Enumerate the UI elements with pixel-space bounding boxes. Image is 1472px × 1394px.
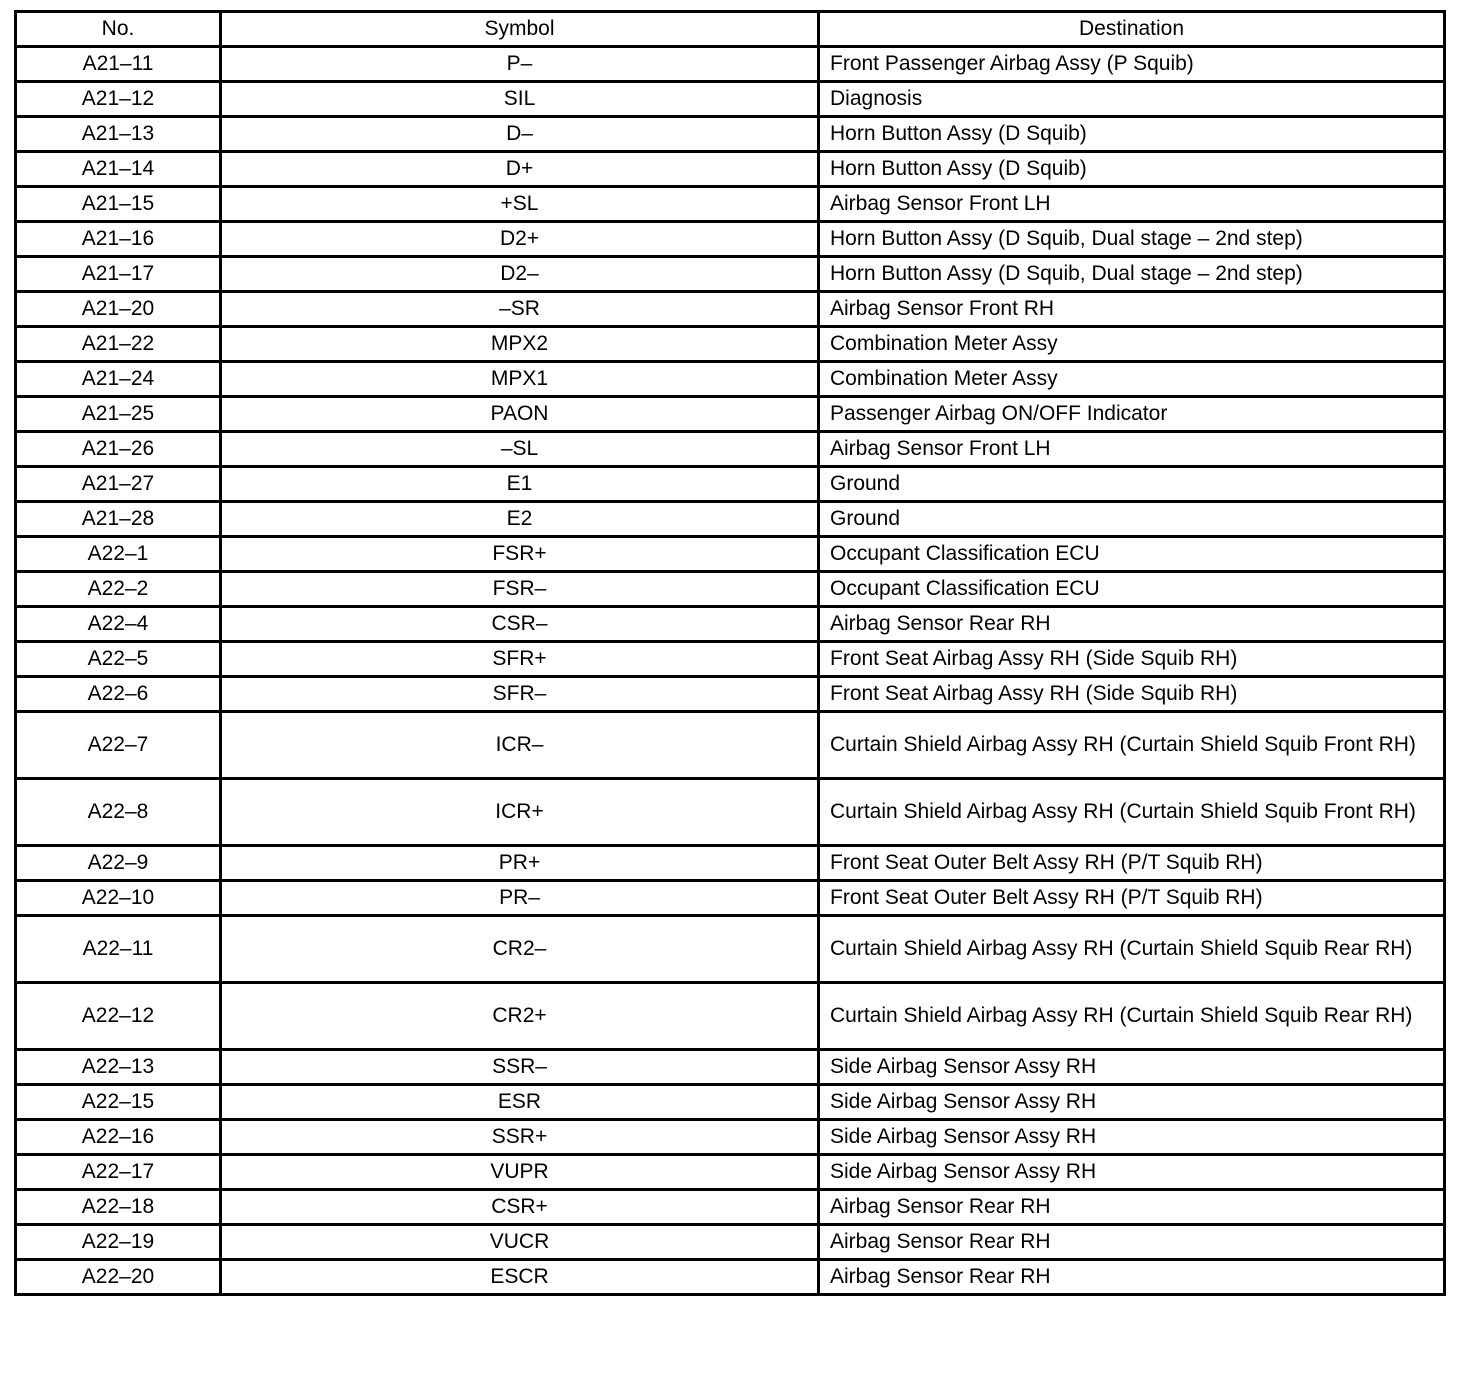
- table-row: [16, 117, 1445, 152]
- cell-symbol: MPX2: [221, 327, 819, 362]
- cell-no: A22–8: [16, 779, 221, 846]
- table-row: [16, 222, 1445, 257]
- header-destination: Destination: [819, 12, 1445, 47]
- cell-no: A22–20: [16, 1260, 221, 1295]
- cell-destination: Curtain Shield Airbag Assy RH (Curtain Shield Squib Rear RH): [819, 916, 1445, 983]
- cell-no: A21–11: [16, 47, 221, 82]
- cell-destination: Ground: [819, 467, 1445, 502]
- table-row: [16, 1260, 1445, 1295]
- cell-no: A22–5: [16, 642, 221, 677]
- cell-destination: Front Passenger Airbag Assy (P Squib): [819, 47, 1445, 82]
- cell-destination: Curtain Shield Airbag Assy RH (Curtain Shield Squib Front RH): [819, 779, 1445, 846]
- cell-no: A22–9: [16, 846, 221, 881]
- cell-symbol: CSR+: [221, 1190, 819, 1225]
- table-row: [16, 1190, 1445, 1225]
- cell-destination: Front Seat Airbag Assy RH (Side Squib RH): [819, 642, 1445, 677]
- table-row: [16, 502, 1445, 537]
- cell-symbol: MPX1: [221, 362, 819, 397]
- cell-no: A21–20: [16, 292, 221, 327]
- table-row: [16, 397, 1445, 432]
- cell-destination: Curtain Shield Airbag Assy RH (Curtain Shield Squib Rear RH): [819, 983, 1445, 1050]
- cell-no: A21–25: [16, 397, 221, 432]
- cell-symbol: +SL: [221, 187, 819, 222]
- cell-destination: Front Seat Airbag Assy RH (Side Squib RH): [819, 677, 1445, 712]
- cell-destination: Side Airbag Sensor Assy RH: [819, 1155, 1445, 1190]
- cell-symbol: PAON: [221, 397, 819, 432]
- cell-no: A22–13: [16, 1050, 221, 1085]
- cell-destination: Airbag Sensor Rear RH: [819, 1260, 1445, 1295]
- cell-no: A22–11: [16, 916, 221, 983]
- table-row: [16, 1085, 1445, 1120]
- cell-destination: Airbag Sensor Front LH: [819, 187, 1445, 222]
- table-row: [16, 881, 1445, 916]
- cell-no: A21–26: [16, 432, 221, 467]
- table-row: [16, 1155, 1445, 1190]
- header-row: [16, 12, 1445, 47]
- cell-no: A21–14: [16, 152, 221, 187]
- cell-symbol: FSR+: [221, 537, 819, 572]
- cell-no: A22–1: [16, 537, 221, 572]
- cell-no: A22–15: [16, 1085, 221, 1120]
- cell-no: A21–13: [16, 117, 221, 152]
- cell-destination: Airbag Sensor Front LH: [819, 432, 1445, 467]
- cell-destination: Side Airbag Sensor Assy RH: [819, 1050, 1445, 1085]
- cell-destination: Horn Button Assy (D Squib, Dual stage – 2nd step): [819, 222, 1445, 257]
- cell-no: A21–16: [16, 222, 221, 257]
- cell-no: A21–12: [16, 82, 221, 117]
- table-row: [16, 327, 1445, 362]
- cell-no: A22–7: [16, 712, 221, 779]
- cell-symbol: SSR–: [221, 1050, 819, 1085]
- cell-destination: Front Seat Outer Belt Assy RH (P/T Squib RH): [819, 881, 1445, 916]
- cell-symbol: D2+: [221, 222, 819, 257]
- table-row: [16, 779, 1445, 846]
- cell-symbol: VUPR: [221, 1155, 819, 1190]
- table-row: [16, 1120, 1445, 1155]
- cell-no: A22–4: [16, 607, 221, 642]
- cell-destination: Side Airbag Sensor Assy RH: [819, 1085, 1445, 1120]
- cell-destination: Horn Button Assy (D Squib): [819, 152, 1445, 187]
- cell-destination: Horn Button Assy (D Squib, Dual stage – 2nd step): [819, 257, 1445, 292]
- cell-no: A22–2: [16, 572, 221, 607]
- table-row: [16, 712, 1445, 779]
- header-symbol: Symbol: [221, 12, 819, 47]
- table-row: [16, 846, 1445, 881]
- cell-no: A22–16: [16, 1120, 221, 1155]
- table-row: [16, 677, 1445, 712]
- table-row: [16, 257, 1445, 292]
- cell-symbol: CR2+: [221, 983, 819, 1050]
- cell-no: A21–17: [16, 257, 221, 292]
- cell-symbol: CSR–: [221, 607, 819, 642]
- cell-destination: Side Airbag Sensor Assy RH: [819, 1120, 1445, 1155]
- table-row: [16, 572, 1445, 607]
- table-row: [16, 187, 1445, 222]
- table-row: [16, 432, 1445, 467]
- cell-symbol: SSR+: [221, 1120, 819, 1155]
- table-row: [16, 1225, 1445, 1260]
- cell-no: A21–22: [16, 327, 221, 362]
- cell-symbol: D–: [221, 117, 819, 152]
- cell-no: A22–17: [16, 1155, 221, 1190]
- cell-no: A22–12: [16, 983, 221, 1050]
- cell-destination: Passenger Airbag ON/OFF Indicator: [819, 397, 1445, 432]
- cell-symbol: ESCR: [221, 1260, 819, 1295]
- cell-symbol: FSR–: [221, 572, 819, 607]
- table-row: [16, 537, 1445, 572]
- cell-no: A22–6: [16, 677, 221, 712]
- cell-no: A21–15: [16, 187, 221, 222]
- table-row: [16, 362, 1445, 397]
- cell-destination: Airbag Sensor Rear RH: [819, 1190, 1445, 1225]
- cell-destination: Diagnosis: [819, 82, 1445, 117]
- table-row: [16, 152, 1445, 187]
- cell-destination: Airbag Sensor Rear RH: [819, 1225, 1445, 1260]
- cell-no: A22–10: [16, 881, 221, 916]
- cell-no: A21–28: [16, 502, 221, 537]
- cell-symbol: CR2–: [221, 916, 819, 983]
- cell-no: A22–18: [16, 1190, 221, 1225]
- cell-no: A21–27: [16, 467, 221, 502]
- cell-symbol: SFR–: [221, 677, 819, 712]
- cell-symbol: PR+: [221, 846, 819, 881]
- cell-symbol: ESR: [221, 1085, 819, 1120]
- cell-symbol: P–: [221, 47, 819, 82]
- table-row: [16, 916, 1445, 983]
- cell-destination: Curtain Shield Airbag Assy RH (Curtain Shield Squib Front RH): [819, 712, 1445, 779]
- cell-destination: Combination Meter Assy: [819, 362, 1445, 397]
- table-row: [16, 642, 1445, 677]
- cell-destination: Front Seat Outer Belt Assy RH (P/T Squib RH): [819, 846, 1445, 881]
- cell-no: A22–19: [16, 1225, 221, 1260]
- cell-destination: Occupant Classification ECU: [819, 572, 1445, 607]
- table-row: [16, 467, 1445, 502]
- cell-symbol: PR–: [221, 881, 819, 916]
- cell-no: A21–24: [16, 362, 221, 397]
- table-row: [16, 82, 1445, 117]
- cell-symbol: D+: [221, 152, 819, 187]
- cell-destination: Combination Meter Assy: [819, 327, 1445, 362]
- cell-symbol: E2: [221, 502, 819, 537]
- cell-symbol: VUCR: [221, 1225, 819, 1260]
- cell-symbol: D2–: [221, 257, 819, 292]
- table-row: [16, 47, 1445, 82]
- cell-symbol: SIL: [221, 82, 819, 117]
- table-row: [16, 292, 1445, 327]
- cell-destination: Airbag Sensor Front RH: [819, 292, 1445, 327]
- table-row: [16, 607, 1445, 642]
- cell-destination: Airbag Sensor Rear RH: [819, 607, 1445, 642]
- cell-symbol: ICR+: [221, 779, 819, 846]
- table-row: [16, 983, 1445, 1050]
- cell-symbol: –SR: [221, 292, 819, 327]
- cell-symbol: SFR+: [221, 642, 819, 677]
- pin-table: [14, 10, 1446, 1296]
- header-no: No.: [16, 12, 221, 47]
- cell-destination: Ground: [819, 502, 1445, 537]
- cell-destination: Occupant Classification ECU: [819, 537, 1445, 572]
- cell-symbol: –SL: [221, 432, 819, 467]
- cell-destination: Horn Button Assy (D Squib): [819, 117, 1445, 152]
- cell-symbol: ICR–: [221, 712, 819, 779]
- table-row: [16, 1050, 1445, 1085]
- cell-symbol: E1: [221, 467, 819, 502]
